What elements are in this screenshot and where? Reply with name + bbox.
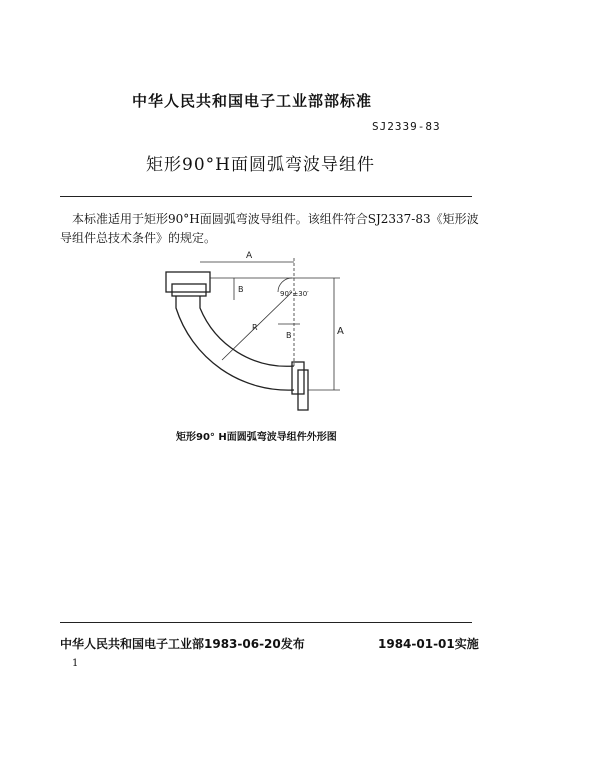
angle-label: 90°±30′ <box>280 290 309 298</box>
top-flange-collar <box>172 284 206 296</box>
dim-a-top-label: A <box>246 251 253 261</box>
page-number: 1 <box>72 658 79 669</box>
effective-statement: 1984-01-01实施 <box>378 637 479 651</box>
side-flange <box>298 370 308 410</box>
dim-b-upper-label: B <box>238 285 244 294</box>
issue-statement: 中华人民共和国电子工业部1983-06-20发布 <box>60 637 305 651</box>
standard-code: SJ2339-83 <box>372 120 441 133</box>
dim-b-lower-label: B <box>286 331 292 340</box>
figure-caption: 矩形90° H面圆弧弯波导组件外形图 <box>176 432 337 443</box>
waveguide-inner-wall <box>200 296 294 366</box>
bottom-divider <box>60 622 472 623</box>
issuing-organization: 中华人民共和国电子工业部部标准 <box>132 92 373 110</box>
waveguide-outer-wall <box>176 296 294 390</box>
dim-a-side-label: A <box>337 326 344 337</box>
radius-label: R <box>252 323 258 332</box>
document-title: 矩形90°H面圆弧弯波导组件 <box>146 155 375 175</box>
scope-paragraph: 本标准适用于矩形90°H面圆弧弯波导组件。该组件符合SJ2337-83《矩形波导组件总技术条件》的规定。 <box>60 212 479 245</box>
